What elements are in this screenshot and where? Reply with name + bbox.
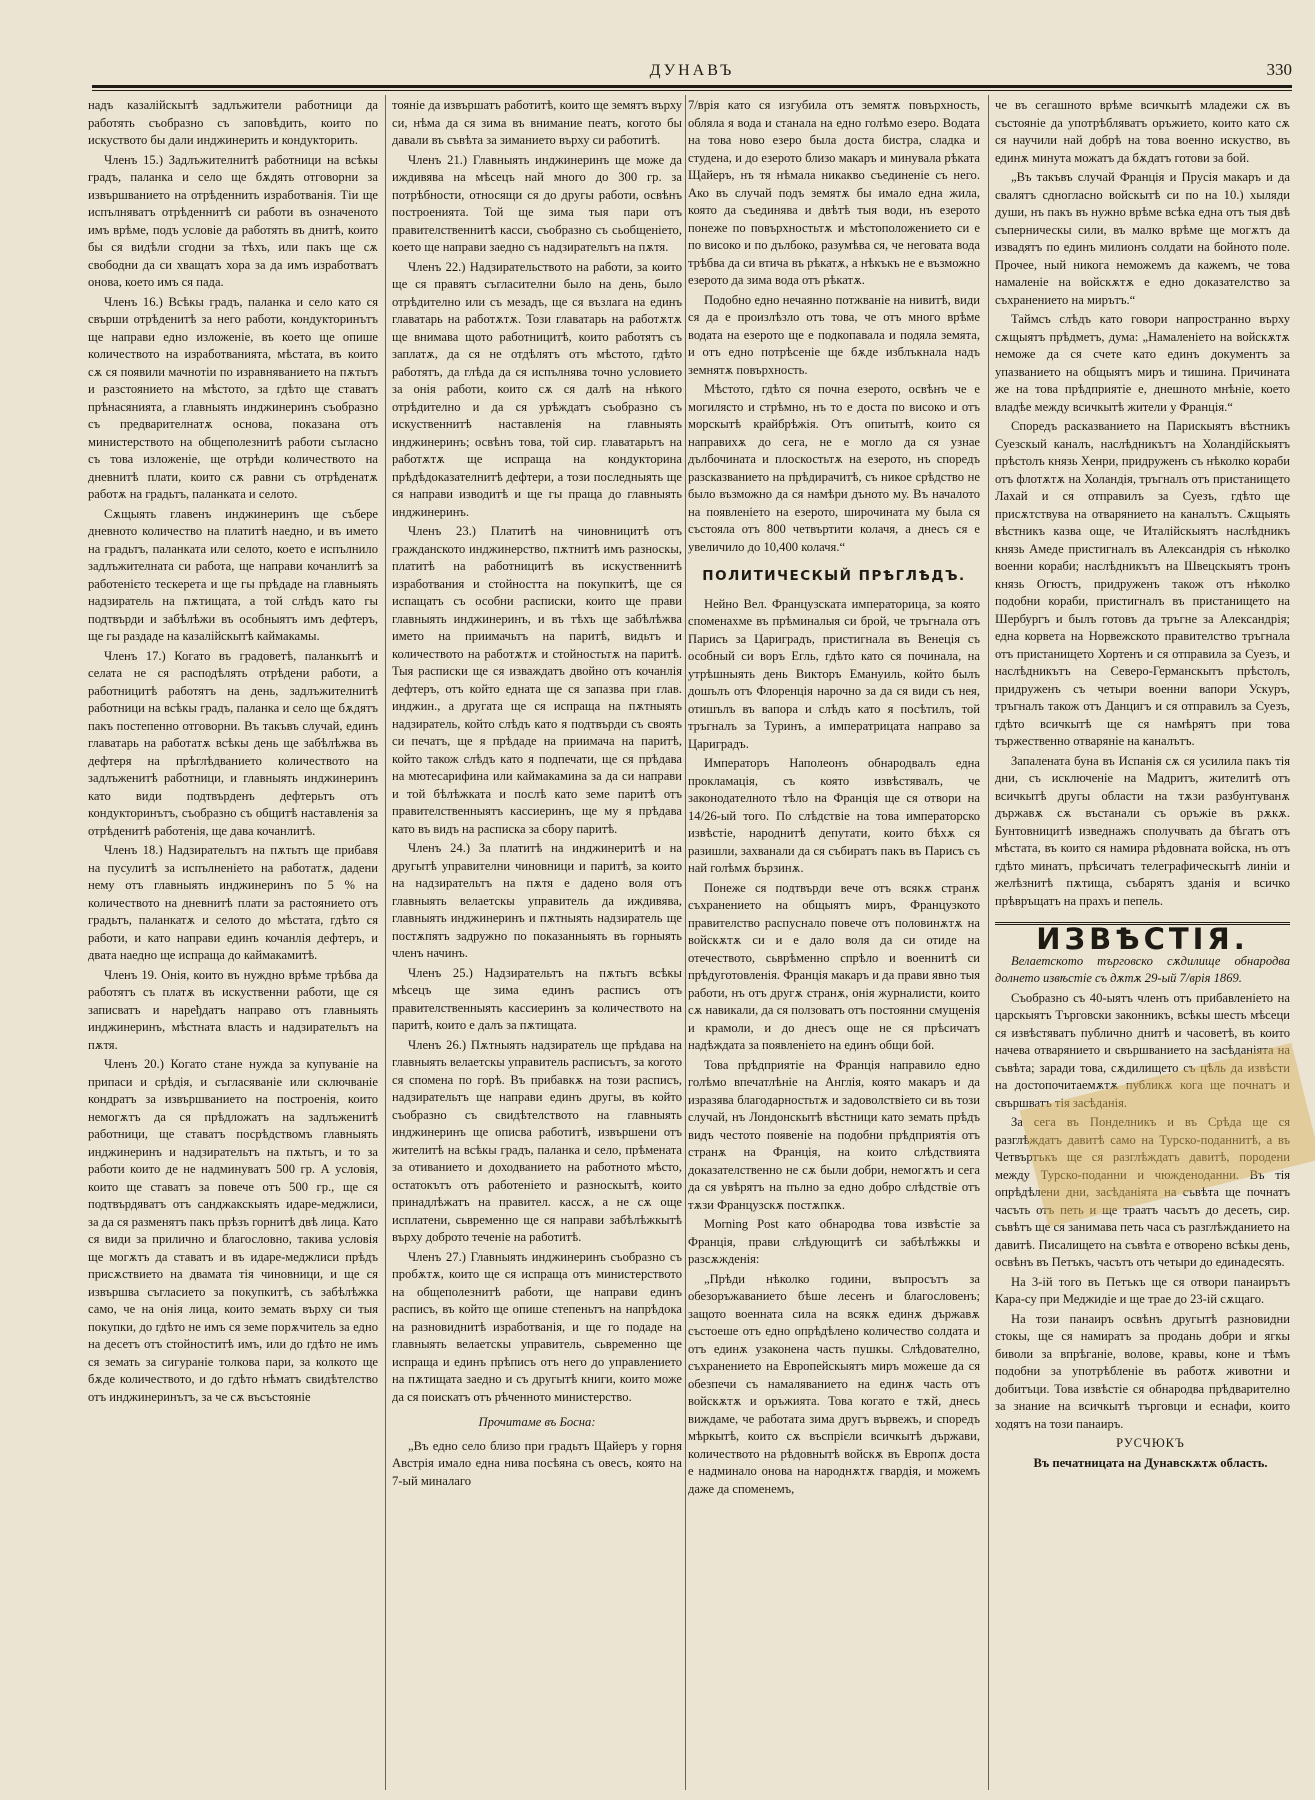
masthead-rule bbox=[92, 85, 1292, 88]
column-divider bbox=[685, 95, 686, 1790]
column-divider bbox=[385, 95, 386, 1790]
paragraph: Членъ 18.) Надзирательтъ на пѫтьтъ ще прибавя на пусулитѣ за испълненieто на работатѫ, дадени нему отъ главныять инджинеринъ по 5 % на количеството на дневнитѣ плати за растоянието отъ градьтъ, паланкатѫ и селото до мѣстата, гдѣто ся работи, и като направи единъ кочанлія дефтеръ, и двата наедно ще испраща до каймакамитѣ. bbox=[88, 843, 378, 962]
column-2 bbox=[392, 97, 682, 1789]
paragraph: За сега въ Понделникъ и въ Срѣда ще ся разглѣждатъ давитѣ само на Турско-поданнитѣ, а въ Четвъртъкъ ще ся разглѣждатъ давитѣ, породени между Турско-поданни и чюжденоданни. Въ тія опрѣдѣлени дни, засѣданіята на съвѣта ще почнатъ часъть отъ петь и ще траатъ часътъ до десеть, сир. съвѣтъ ще ся занимава петь часа съ разглѣжданието на давитѣ. Писалището на съвѣта е отворено всѣкы день, освѣнъ въ Петъкъ, часътъ отъ четыри до единадесять. bbox=[995, 1115, 1290, 1269]
column-4 bbox=[995, 97, 1290, 1789]
paragraph: Подобно едно нечаянно потжванie на нивитѣ, види ся да е произлѣзло отъ това, че отъ много врѣме водата на езерото ще е подкопавала и подяла земята, и отъ едно потрѣсеніе ще бѫде изблъкнала надъ земнятѫ повърхность. bbox=[688, 292, 980, 377]
announcements-section bbox=[995, 922, 1290, 1472]
paragraph: тояніе да извършатъ работитѣ, които ще земятъ върху си, нѣма да ся зима въ внимание пеатъ, когото бы давали въ съвѣта за зиманието върху си работитѣ. bbox=[392, 98, 682, 147]
paragraph: Членъ 22.) Надзирательството на работи, за които ще ся правятъ съгласителни было на день, было отрѣдително или съ мезадъ, ще ся възлага на единъ главатарь на работѫтѫ. Този главатарь на работѫтѫ ще внимава щото работницитѣ, които работятъ съ заплатѫ, да ся не отдѣлятъ отъ мѣстото, гдѣто работятъ, да глѣда да ся испълнява точно условието за онія работи, които сѫ ся далѣ на нѣкого отрѣдително и да ся урѣждатъ съобразно съ искуственнитѣ наставленія на главныять инджинеринъ; освѣнъ това, той сир. главатарьтъ на работѫтѫ ще испраща на кондукторина прѣдѣдоказателнитѣ дефтери, а този последныять ще ся направи изводитѣ и ще гы праща до главныять инджинеринъ. bbox=[392, 259, 682, 519]
newspaper-title: ДУНАВЪ bbox=[649, 62, 735, 79]
paragraph: Членъ 15.) Задлъжителнитѣ работници на всѣкы градъ, паланка и село ще бѫдять отговорни за извършванието на отрѣденнить изработванія. Тіи ще испълняватъ отрѣденнитѣ си работи въ означеното имъ врѣме, подъ условіе да работять въ днитѣ, които бы ся видѣли сгодни за тѣхъ, или пакъ ще сѫ свободни да си хващатъ хора за да имъ изработватъ онова, което имъ ся пада. bbox=[88, 152, 378, 289]
column-divider bbox=[988, 95, 989, 1790]
paragraph: Сѫщыять главенъ инджинеринъ ще събере дневното количество на платитѣ наедно, и въ името на градьтъ, паланката или селото, което е испълнило задлъжителната си работа, ще направи кочанлитѣ за работенієто тескерета и ще гы прѣдаде на главныять надзиратель на пѫтищата, а той слѣдъ като гы подтвърди и забѣлѣжи въ особныятъ имъ дефтеръ, ще гы раздаде на казалійскытѣ каймакамы. bbox=[88, 506, 378, 643]
paragraph: надъ казалійскытѣ задлъжители работници да работять съобразно съ заповѣдить, които по искуството бы дали инджинерить и кондукторить. bbox=[88, 98, 378, 147]
paragraph: Таймсъ слѣдъ като говори напространно върху сѫщыятъ прѣдметъ, дума: „Намаленіето на войскѫтѫ неможе да ся счете като единъ документъ за упазванието на общыятъ миръ и тишина. Причината же на това прѣдприятіе е, днешното мнѣніе, което владѣе между всичкытѣ жители у Франція.“ bbox=[995, 312, 1290, 414]
column-3 bbox=[688, 97, 980, 1789]
page-number: 330 bbox=[1266, 60, 1292, 79]
paragraph: Това прѣдприятіе на Франція направило едно голѣмо впечатлѣніе на Англія, която макаръ и да изразява благодарностьтѫ и задоволствіето си въ този случай, нъ Лондонскытѣ вѣстници като земать прѣдъ видъ честото появеніе на подобни прѣдприятія отъ странѫ на Франція, на които слѣдствията доказателственно не сѫ были добри, немогѫтъ и сега да ся увѣрятъ на пълно за едно добро слѣдствіе отъ тѫзи Французскѫ постѫпкѫ. bbox=[688, 1057, 980, 1212]
paragraph: Членъ 19. Онія, които въ нуждно врѣме трѣбва да работятъ съ платѫ въ искуственни работи, ще ся записватъ и наређдатъ направо отъ главныять инджинеринъ, мѣстната власть и надзирательтъ на пѫтя. bbox=[88, 967, 378, 1052]
imprint-city: РУСЧЮКЪ bbox=[1116, 1436, 1185, 1450]
paragraph: Споредъ расказванието на Парискыятъ вѣстникъ Суезскый каналъ, наслѣдникътъ на Холандійскыятъ прѣстолъ князь Хенри, придруженъ съ нѣколко кораби отъ флотѫтѫ на Холандія, тръгналъ отъ пристанището Лахай и ся отправилъ за Суезъ, гдѣто ще присѫтствува на отварянието на каналътъ. Сѫщыять вѣстникъ казва още, че Италійскыятъ наслѣдникъ князь Амеде пристигналъ въ Александрія съ нѣколко военни кораби; наслѣдникътъ на Швецскыятъ тронъ князь Огюстъ, придруженъ також отъ нѣколко подобни кораби, пристигналъ въ пристанището на Шербургъ и былъ готовъ да тръгне за Александрія; една корвета на Норвежското правителство тръгнала отъ пристанището Хортенъ и ся отправила за Суезъ, и наслѣдникътъ на Северо-Германскытъ прѣстолъ, придруженъ съ четыри военни вапори Ускуръ, тръгналъ також отъ Данцигъ и ся отправилъ за Суезъ, гдѣто всичкытѣ ще ся намѣрятъ при това тържественно отварянie на каналътъ. bbox=[995, 419, 1290, 748]
paragraph: Членъ 24.) За платитѣ на инджинеритѣ и на другытѣ управителни чиновници и паритѣ, за които на надзирательтъ на пѫтя е дадено воля отъ главныять велаетскы управитель да иждивява, главныять инджинеринъ и пѫтныять надзиратель ще постѫпятъ задружно по показанныять въ горныять членъ начинъ. bbox=[392, 841, 682, 960]
paragraph: Императоръ Наполеонъ обнародвалъ една прокламація, съ която извѣстявалъ, че законодателното тѣло на Франція ще ся отвори на 14/26-ый того. По слѣдствіе на това императорско извѣстіе, народнитѣ депутати, които бѣхѫ ся разишли, захванали да ся събиратъ пакъ въ Парисъ съ най голѣмѫ бързинѫ. bbox=[688, 756, 980, 875]
paragraph: Членъ 17.) Когато въ градоветѣ, паланкытѣ и селата не ся расподѣлять отрѣдени работи, а работницитѣ работятъ на день, задлъжителнитѣ работници на всѣкы градъ, паланка и село ще бѫдятъ пакъ постепенно отговорни. Въ такъвъ случай, единъ главатарь на работатѫ всѣкы день ще забѣлѣжва въ дефтеря на прѣглѣдванието количеството на задлъженитѣ работници, и главныять инджинеринъ като види подтвърденъ дефтерьтъ отъ кондукторинътъ, съобразно съ общитѣ наставленія за отрѣденитѣ работенія, ще дава кочанлитѣ. bbox=[88, 648, 378, 838]
section-heading-politics: ПОЛИТИЧЕСКЫЙ ПРѢГЛѢДЪ. bbox=[702, 568, 966, 584]
paragraph: Понеже ся подтвърди вече отъ всякѫ странѫ съхранението на общыятъ миръ, Французкото правителство распуснало повече отъ половинѫтѫ на войскѫтѫ си и е дало воля да си отиде на отечеството, сьврѣменно спрѣло и военнитѣ си прѣдуготовленія. Франція макаръ и да прави явно тыя работи, нъ отъ другѫ странѫ, онія журналисти, които сѫ навикали, да ся ползоватъ отъ постоянни смущенія и крамоли, и до днесъ още не ся прѣсичатъ надѣждата за появленіето на единъ общи бой. bbox=[688, 880, 980, 1052]
masthead-rule-thin bbox=[92, 90, 1292, 91]
paragraph: Нейно Вел. Французската императорица, за която споменахме въ прѣминалыя си брой, че тръгнала отъ Парисъ за Цариградъ, пристигнала въ Венеція съ особный си воръ Егль, гдѣто като ся починала, на утрѣшныять день Викторъ Емануиль, който былъ дошълъ отъ Флоренція нарочно за да ся види съ нея, отишълъ въ вапора и слѣдъ като я посѣтилъ, той тръгналъ за Туринъ, а императрицата направо за Цариградъ. bbox=[688, 596, 980, 751]
paragraph: Мѣстото, гдѣто ся почна езерото, освѣнъ че е могилясто и стрѣмно, нъ то е доста по високо и отъ морскытѣ крайбрѣжія. Отъ опитытѣ, които ся направихѫ до сега, не е могло да ся узнае дълбочината и плоскостьтѫ на езерото, нъ споредъ разсказванието на прѣдирачитѣ, съ никое срѣдство не было възможно да ся намѣри дъното му. Въ началото на появленіето на езерото, широчината му была ся състояла отъ 800 четвъртити колачя, а днесъ ся е увеличило до 10,400 колачя.“ bbox=[688, 382, 980, 554]
paragraph: „Въ такъвъ случай Франція и Прусія макаръ и да свалятъ сдногласно войскытѣ си по на 10.) хыляди души, нъ пакъ въ нужно врѣме всѣка една отъ тыя двѣ съперническы сили, въ малко врѣме ще могѫтъ да извадятъ по единъ милионъ солдати на бойното поле. Прочее, ный никога неможемъ да кажемъ, че това намаленіе на войскѫтѫ е едно доказателство за съхранението на мирътъ.“ bbox=[995, 170, 1290, 307]
paragraph: Morning Post като обнародва това извѣстіе за Франція, прави слѣдующитѣ си забѣлѣжкы и разсѫжденія: bbox=[688, 1217, 980, 1266]
paragraph: Членъ 20.) Когато стане нужда за купуванie на припаси и срѣдія, и съгласяванie или сключванie кондратъ за извършванието на построенія, които немогѫтъ да ся прѣдложатъ на задлъженитѣ работници, ще ставатъ посрѣдствомъ главныять инджинеринъ и надзирательтъ на пѫтьтъ, и то за работи които де не надминуватъ 500 гр. А условія, които ще ставатъ за повече отъ 500 гр., ще ся подтвърдяватъ отъ санджакскыять идаре-меджлиси, за да ся разменятъ пакъ прѣзъ горнитѣ двѣ лица. Като ся види за прилично и благословно, такива условія ще могѫтъ да ставатъ и въ идаре-меджлиси прѣдъ присѫствието на двамата тія чиновници, и ще ся извършва съгласието за покупкитѣ, съ забѣлѣжка само, че на онія лица, които земать върху си тыя покупки, до гдѣто не имъ ся земе порѫчитель за едно на десетъ отъ стойноститѣ имъ, или до гдѣто не имъ ся земать за сигураніе толкова пари, за колкото ще бѫде количеството, и до гдѣто нѣматъ свидѣтелство отъ инджинеринътъ, за че сѫ въсъстояніе bbox=[88, 1057, 378, 1404]
paragraph: На този панаиръ освѣнъ другытѣ разновидни стокы, ще ся намиратъ за продань добри и ягкы биволи за впрѣганіе, воловe, кравы, коне и тѣмъ подобни за употрѣбленіе въ работѫ животни и добитъци. Това извѣстіе ся обнародва прѣдварително за знание на всичкытѣ търговци и еснафи, които ходятъ на този панаиръ. bbox=[995, 1311, 1290, 1431]
paragraph: Съобразно съ 40-ыятъ членъ отъ прибавленіето на царскыятъ Търговски законникъ, всѣкы шесть мѣсеци ся извѣстяватъ публично днитѣ и часоветѣ, въ които начева отварянието и свършванието на засѣданіята на съвѣта; заради това, сѫдилището съ цѣль да извѣсти на достопочитаемѫтѫ публикѫ кога ще почнатъ и свършватъ тія засѣданія. bbox=[995, 990, 1290, 1110]
announcement-lead: Велаетското търговско сѫдилище обнародва долнето извѣстіе съ дѫтѫ 29-ый 7/врія 1869. bbox=[995, 953, 1290, 985]
paragraph: че въ сегашното врѣме всичкытѣ младежи сѫ въ състояніе да употрѣбляватъ оръжието, които като сѫ ся научили най добрѣ на това военно искуство, въ единѫ минута можатъ да бѫдатъ готови за бой. bbox=[995, 98, 1290, 165]
paragraph: „Въ едно село близо при градьтъ Щайеръ у горня Австрія имало една нива посѣяна съ овесъ, която на 7-ый миналаго bbox=[392, 1438, 682, 1488]
paragraph: „Прѣди нѣколко години, въпросътъ за обезоръжаванието бѣше лесенъ и благословенъ; защото военната сила на всякѫ единѫ държавѫ състоеше отъ едно опрѣдѣлено количество солдата и отъ единѫ узаконена часть пушкы. Слѣдователно, съхранението на Европейскыятъ миръ можеше да ся обезпечи съ намаляванието на единѫ часть отъ войскѫтѫ и оръжията. Това когато е тѫй, днесь виждаме, че работата зима другъ вървежъ, и споредъ мѣркытѣ, които сѫ въспрієли всичкытѣ държави, количеството на рѣдовнытѣ войскѫ въ Европѫ доста е надминало онова на народнѫтѫ гвардія, и можемъ даже да споменемъ, bbox=[688, 1271, 980, 1496]
paragraph: На 3-ій того въ Петъкъ ще ся отвори панаирътъ Кара-су при Меджидіе и ще трае до 23-ій сѫщаго. bbox=[995, 1274, 1290, 1306]
paragraph: Членъ 16.) Всѣкы градъ, паланка и село като ся свърши отрѣденитѣ за него работи, кондукторинътъ ще направи едно изложеніе, въ което ще опише количеството на изработванията, мѣстата, въ които сѫ ся появили мачнотіи по изравняванието на пѫтьтъ и разстоянието на мѣстото, за гдѣто ще ставатъ прѣнасянията, а главныять инджинеринъ съобразно съ предварителнатѫ основа, показана отъ министерството на общеполезнитѣ работи съгласно съ това изложеніе, ще отрѣди количеството на дневнитѣ плати, които сѫ равни съ отрѣденатѫ работѫ на градьтъ, паланката и селото. bbox=[88, 294, 378, 501]
paragraph: Запалената буна въ Испанія сѫ ся усилила пакъ тія дни, съ исключеніе на Мадритъ, жителитѣ отъ всичкытѣ другы области на тѫзи разбунтуванѫ държавѫ сѫ въстанали съ оръжіе въ рѫкѫ. Бунтовницитѣ изведнажъ сполучвать да бѣгатъ отъ мѣстата, въ които ся намира рѣдовната войска, нъ отъ гдѣто минатъ, прѣсичатъ телеграфическытѣ линіи и желѣзнитѣ пѫтища, събарятъ зданія и всичко прѣвръщатъ на прахъ и пепель. bbox=[995, 753, 1290, 908]
paragraph: Членъ 23.) Платитѣ на чиновницитѣ отъ гражданското инджинерство, пѫтнитѣ имъ разноскы, платитѣ на работницитѣ въ искуственнитѣ изработвания и стойността на покупкитѣ, ще ся испащатъ съ особни расписки, които ще прави главныять инджинеринъ, и въ тѣхъ ще забѣлѣжва името на приимачьтъ на паритѣ, видьтъ и количеството на работѫтѫ и стойностьтѫ на паритѣ. Тыя расписки ще ся изваждатъ двойно отъ кочанлія дефтеръ, отъ който едната ще ся запазва при глав. инджин., а другата ще ся испраща на пѫтныять надзиратель, който слѣдъ като я подтвърди съ своять си печатъ, ще я прѣдаде на приимача на паритѣ, който також слѣдъ като я подпечати, ще ся прѣдава на мютесарифина или каймакамина за да си направи и той бѣлѣжката и послѣ като земе паритѣ отъ правителственныятъ кассиеринъ, ще му я прѣдава като въ видъ на расписка за сбору паритѣ. bbox=[392, 524, 682, 836]
announcements-heading: ИЗВѢСТІЯ. bbox=[1036, 922, 1249, 956]
imprint-printer: Въ печатницата на Дунавскѫтѫ область. bbox=[1033, 1455, 1268, 1470]
masthead bbox=[92, 60, 1292, 88]
paragraph: Членъ 27.) Главныять инджинеринъ съобразно съ пробѫтѫ, които ще ся испраща отъ министерството на общеполезнитѣ работи, ще направи единъ расписъ, въ който ще опише степеньтъ на напрѣдока на разновиднитѣ изработванія, и ще го подаде на главныять велаетскы управитель, сьвременно ще испраща и единъ прѣписъ отъ него до управлението на пѫтищата заедно и съ другытѣ книги, които може да ся поискатъ отъ рѣченното министерство. bbox=[392, 1249, 682, 1404]
column-1 bbox=[88, 97, 378, 1789]
paragraph: 7/врія като ся изгубила отъ земятѫ повърхность, обляла я вода и станала на едно голѣмо езеро. Водата на това ново езеро была доста бистра, сладка и студена, и до езерото близо макаръ и минувала рѣката Щайеръ, нъ тя нѣмала никакво съединеніе съ него. Ако въ случай подъ земятѫ бы имало една жила, която да съединява и двѣтѣ тыя води, нъ езерото понеже по повърхностьтѫ и мѣстоположението си е по високо и по дълбоко, разумѣва ся, че неговата вода трѣбва да си втича въ рѣкатѫ, а нѣкъкъ не е възможно езерото да зима вода отъ рѣкатѫ. bbox=[688, 98, 980, 287]
paragraph: Членъ 26.) Пѫтныять надзиратель ще прѣдава на главныять велаетскы управитель расписътъ, за когото ся спомена по горѣ. Въ прибавкѫ на този расписъ, надзирательтъ ще направи единъ другы, въ който съобразно съ свидѣтелството на главныять инджинеринъ ще описва работитѣ, извършени отъ жителитѣ на всѣкы градъ, паланка и село, прѣмената за отиванието и доходванието на работното мѣсто, остатокътъ отъ работеніето и разноскытѣ, които принадлѣжатъ на правител. кассѫ, а не сѫ още исплатени, сьвременно ще ся направи забѣлѣжкытѣ върху доброто теченіе на работитѣ. bbox=[392, 1037, 682, 1244]
bosna-intro: Прочитаме въ Босна: bbox=[478, 1415, 596, 1429]
paragraph: Членъ 21.) Главныять инджинеринъ ще може да иждивява на мѣсецъ най много до 300 гр. за потрѣбности, относящи ся до другы работи, освѣнъ построенията. Той ще зима тыя пари отъ правителственнитѣ касси, съобразно съ сьобщеніето, което ще направи заедно съ надзирательтъ на пѫтя. bbox=[392, 152, 682, 254]
paragraph: Членъ 25.) Надзирательтъ на пѫтьтъ всѣкы мѣсецъ ще зима единъ расписъ отъ правителственныять кассиеринъ за количеството на паритѣ, които е далъ за пѫтищата. bbox=[392, 965, 682, 1032]
